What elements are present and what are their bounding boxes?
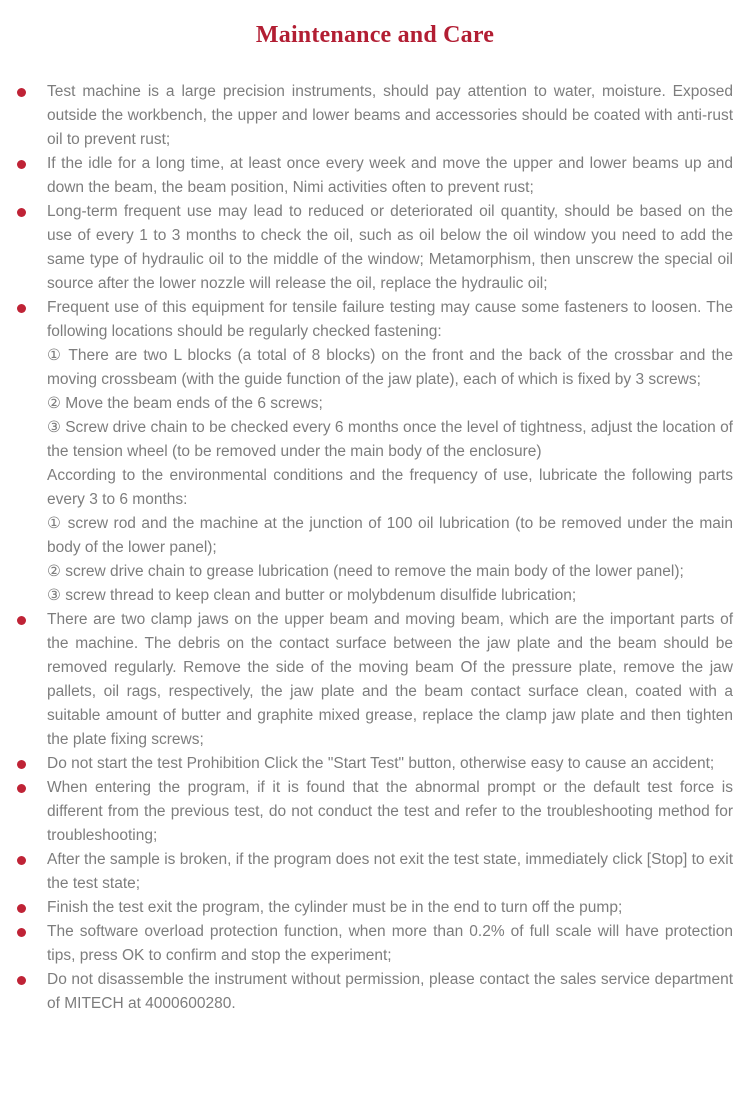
list-item-text — [47, 296, 733, 608]
paragraph: The software overload protection function, when more than 0.2% of full scale will have protection tips, press OK to confirm and stop the experiment; — [47, 923, 733, 964]
paragraph: ③ Screw drive chain to be checked every 6 months once the level of tightness, adjust the location of the tension wheel (to be removed under the main body of the enclosure) — [47, 419, 733, 460]
list-item-text — [47, 608, 733, 752]
list-item — [17, 896, 733, 920]
paragraph: ① screw rod and the machine at the junction of 100 oil lubrication (to be removed under the main body of the lower panel); — [47, 515, 733, 556]
list-item — [17, 152, 733, 200]
list-item — [17, 296, 733, 608]
list-item — [17, 608, 733, 752]
bullet-icon — [17, 784, 26, 793]
list-item-text — [47, 968, 733, 1016]
list-item — [17, 200, 733, 296]
list-item — [17, 848, 733, 896]
paragraph: There are two clamp jaws on the upper beam and moving beam, which are the important parts of the machine. The debris on the contact surface between the jaw plate and the beam should be removed regularly. Remove the side of the moving beam Of the pressure plate, remove the jaw pallets, oil rags, respectively, the jaw plate and the beam contact surface clean, coated with a suitable amount of butter and graphite mixed grease, replace the clamp jaw plate and then tighten the plate fixing screws; — [47, 611, 733, 748]
bullet-icon — [17, 160, 26, 169]
bullet-icon — [17, 904, 26, 913]
list-item — [17, 80, 733, 152]
paragraph: Do not disassemble the instrument without permission, please contact the sales service department of MITECH at 4000600280. — [47, 971, 733, 1012]
list-item-text — [47, 200, 733, 296]
paragraph: Frequent use of this equipment for tensile failure testing may cause some fasteners to loosen. The following locations should be regularly checked fastening: — [47, 299, 733, 340]
list-item-text — [47, 80, 733, 152]
bullet-icon — [17, 760, 26, 769]
bullet-icon — [17, 208, 26, 217]
page-title: Maintenance and Care — [255, 22, 495, 48]
bullet-list — [0, 80, 750, 1016]
bullet-icon — [17, 616, 26, 625]
bullet-icon — [17, 976, 26, 985]
list-item-text — [47, 848, 733, 896]
list-item-text — [47, 920, 733, 968]
paragraph: Do not start the test Prohibition Click the "Start Test" button, otherwise easy to cause an accident; — [47, 755, 715, 772]
list-item — [17, 920, 733, 968]
bullet-icon — [17, 304, 26, 313]
paragraph: Test machine is a large precision instruments, should pay attention to water, moisture. Exposed outside the workbench, the upper and lower beams and accessories should be coated with anti-rust oil to prevent rust; — [47, 83, 733, 148]
paragraph: After the sample is broken, if the program does not exit the test state, immediately click [Stop] to exit the test state; — [47, 851, 733, 892]
paragraph: ② Move the beam ends of the 6 screws; — [47, 395, 323, 412]
paragraph: Long-term frequent use may lead to reduced or deteriorated oil quantity, should be based on the use of every 1 to 3 months to check the oil, such as oil below the oil window you need to add the same type of hydraulic oil to the middle of the window; Metamorphism, then unscrew the special oil source after the lower nozzle will release the oil, replace the hydraulic oil; — [47, 203, 733, 292]
list-item — [17, 752, 733, 776]
paragraph: If the idle for a long time, at least once every week and move the upper and lower beams up and down the beam, the beam position, Nimi activities often to prevent rust; — [47, 155, 733, 196]
paragraph: ③ screw thread to keep clean and butter or molybdenum disulfide lubrication; — [47, 587, 577, 604]
bullet-icon — [17, 856, 26, 865]
paragraph: ① There are two L blocks (a total of 8 blocks) on the front and the back of the crossbar and the moving crossbeam (with the guide function of the jaw plate), each of which is fixed by 3 screws; — [47, 347, 733, 388]
list-item-text — [47, 752, 733, 776]
list-item — [17, 776, 733, 848]
paragraph: According to the environmental conditions and the frequency of use, lubricate the following parts every 3 to 6 months: — [47, 467, 733, 508]
list-item — [17, 968, 733, 1016]
bullet-icon — [17, 88, 26, 97]
paragraph: When entering the program, if it is found that the abnormal prompt or the default test force is different from the previous test, do not conduct the test and refer to the troubleshooting method for troubleshooting; — [47, 779, 733, 844]
list-item-text — [47, 152, 733, 200]
list-item-text — [47, 776, 733, 848]
list-item-text — [47, 896, 733, 920]
bullet-icon — [17, 928, 26, 937]
paragraph: ② screw drive chain to grease lubrication (need to remove the main body of the lower panel); — [47, 563, 684, 580]
paragraph: Finish the test exit the program, the cylinder must be in the end to turn off the pump; — [47, 899, 623, 916]
